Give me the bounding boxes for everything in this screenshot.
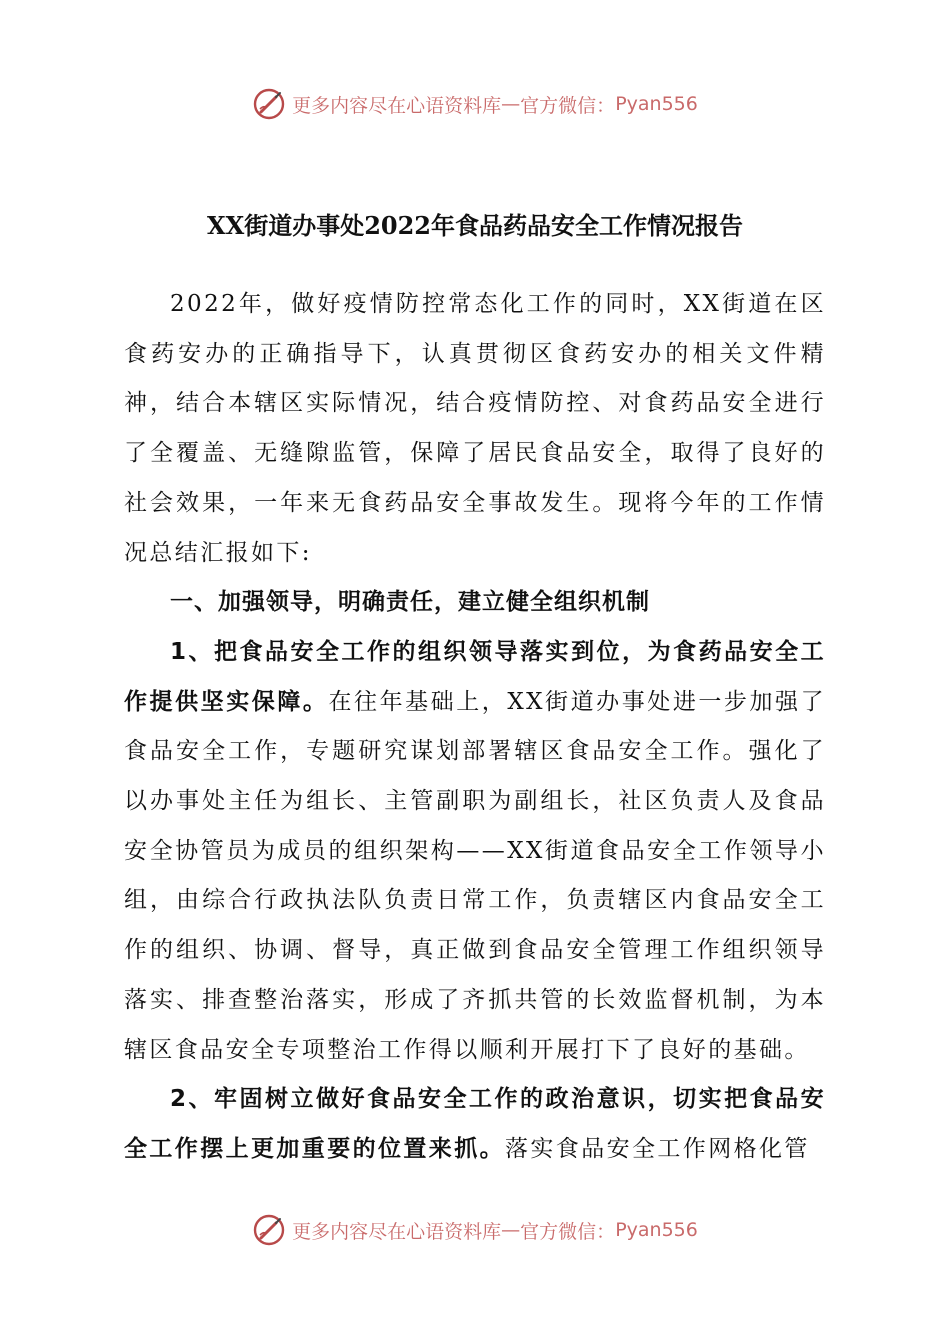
pen-circle-logo-icon <box>252 87 286 121</box>
watermark-text: 更多内容尽在心语资料库 <box>292 1220 502 1243</box>
watermark-header <box>0 84 950 124</box>
intro-paragraph: 2022年，做好疫情防控常态化工作的同时，XX街道在区食药安办的正确指导下，认真贯彻区食药安办的相关文件精神，结合本辖区实际情况，结合疫情防控、对食药品安全进行了全覆盖、无缝隙监管，保障了居民食品安全，取得了良好的社会效果，一年来无食药品安全事故发生。现将今年的工作情况总结汇报如下: <box>124 291 826 566</box>
watermark-text: 更多内容尽在心语资料库 <box>292 94 502 117</box>
item-1-lead: 1、把食品安全工作的组织领导落实到位，为食药品安全工作提供坚实保障。 <box>124 638 826 715</box>
document-title: XX街道办事处2022年食品药品安全工作情况报告 <box>206 211 744 240</box>
watermark-id: Pyan556 <box>615 1219 698 1241</box>
pen-circle-logo-icon <box>252 1213 286 1247</box>
document-body <box>124 280 826 1175</box>
item-2-lead: 2、牢固树立做好食品安全工作的政治意识，切实把食品安全工作摆上更加重要的位置来抓。 <box>124 1086 826 1162</box>
item-1-body: 在往年基础上，XX街道办事处进一步加强了食品安全工作，专题研究谋划部署辖区食品安全工作。强化了以办事处主任为组长、主管副职为副组长，社区负责人及食品安全协管员为成员的组织架构——XX街道食品安全工作领导小组，由综合行政执法队负责日常工作，负责辖区内食品安全工作的组织、协调、督导，真正做到食品安全管理工作组织领导落实、排查整治落实，形成了齐抓共管的长效监督机制，为本辖区食品安全专项整治工作得以顺利开展打下了良好的基础。 <box>124 688 827 1063</box>
watermark-separator: — <box>501 93 521 115</box>
section-heading-1: 一、加强领导，明确责任，建立健全组织机制 <box>170 589 650 616</box>
item-2-paragraph <box>124 1075 826 1174</box>
watermark-official: 官方微信： <box>520 1220 616 1243</box>
item-2-body: 落实食品安全工作网格化管 <box>505 1135 810 1162</box>
watermark-separator: — <box>501 1219 521 1241</box>
item-1-paragraph <box>124 628 826 1075</box>
watermark-official: 官方微信： <box>520 94 616 117</box>
watermark-footer <box>0 1210 950 1250</box>
watermark-id: Pyan556 <box>615 93 698 115</box>
